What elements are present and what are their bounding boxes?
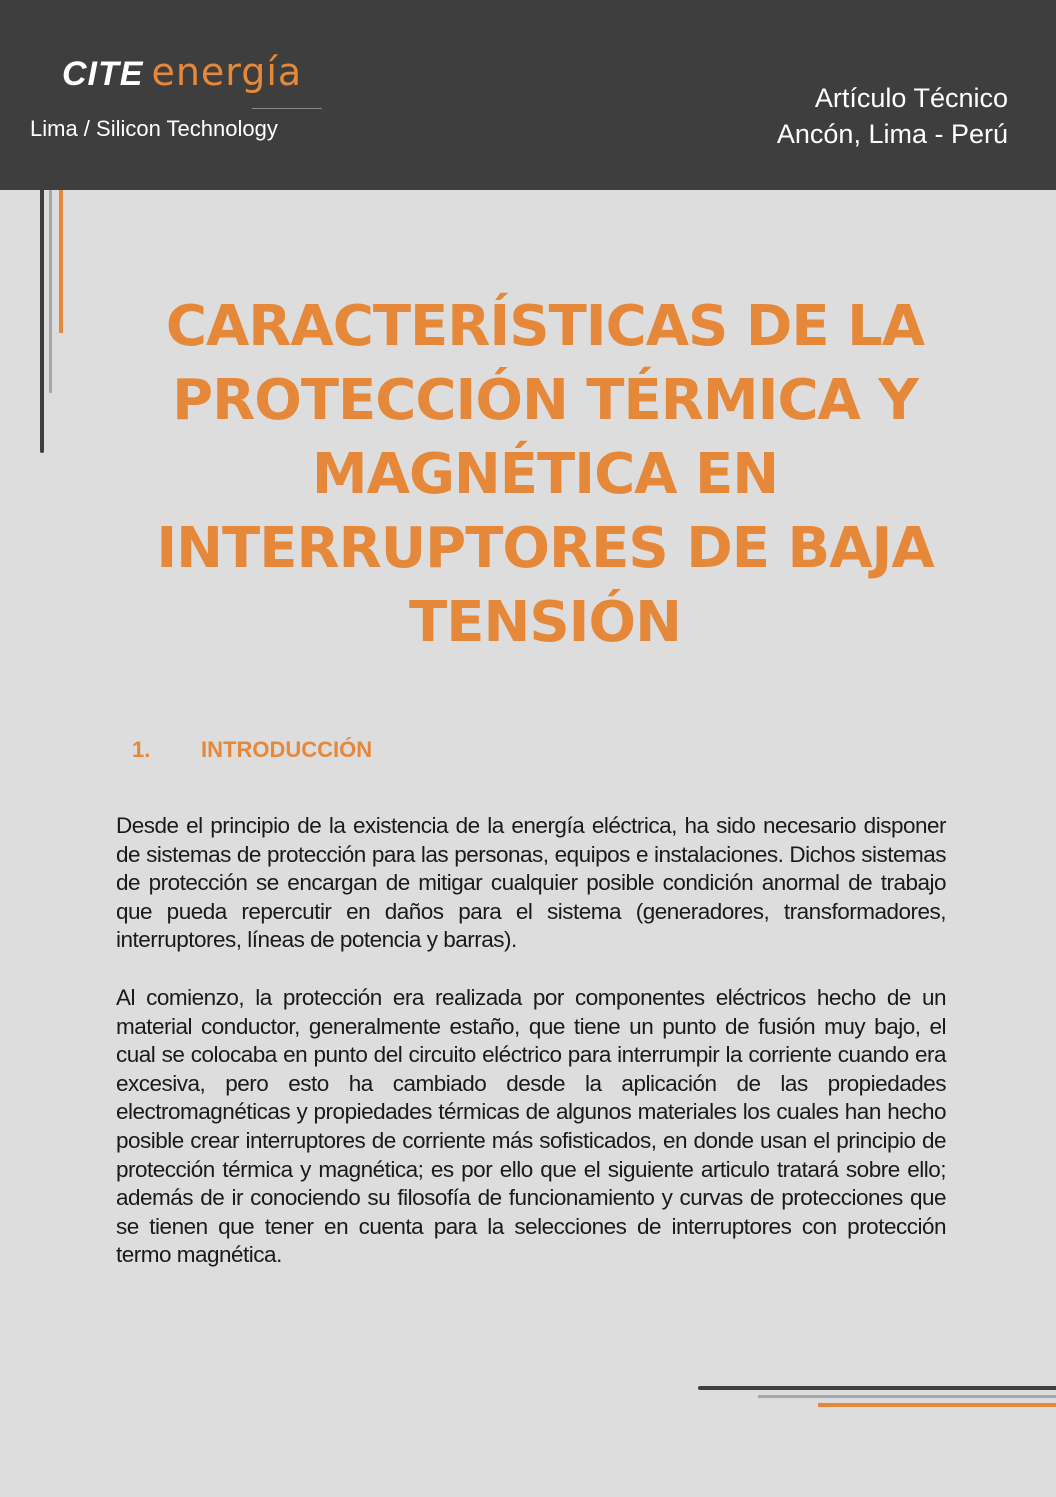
decorative-vertical-line-orange (59, 190, 63, 333)
header-bar (0, 0, 1056, 190)
decorative-horizontal-line-gray (758, 1395, 1056, 1398)
document-meta (777, 80, 1008, 152)
logo-wordmark (62, 50, 302, 94)
decorative-horizontal-line-orange (818, 1403, 1056, 1407)
decorative-vertical-line-dark (40, 190, 44, 453)
body-paragraph: Al comienzo, la protección era realizada por componentes eléctricos hecho de un material conductor, generalmente estaño, que tiene un punto de fusión muy bajo, el cual se colocaba en punto del circuito eléctrico para interrumpir la corriente cuando era excesiva, pero esto ha cambiado desde la aplicación de las propiedades electromagnéticas y propiedades térmicas de algunos materiales los cuales han hecho posible crear interruptores de corriente más sofisticados, en donde usan el principio de protección térmica y magnética; es por ello que el siguiente articulo tratará sobre ello; además de ir conociendo su filosofía de funcionamiento y curvas de protecciones que se tienen que tener en cuenta para la selecciones de interruptores con protección termo magnética. (116, 985, 946, 1268)
title-line: TENSIÓN (409, 590, 681, 655)
article-title (110, 290, 980, 660)
body-paragraph: Desde el principio de la existencia de la energía eléctrica, ha sido necesario disponer de sistemas de protección para las personas, equipos e instalaciones. Dichos sistemas de protección se encargan de mitigar cualquier posible condición anormal de trabajo que pueda repercutir en daños para el sistema (generadores, transformadores, interruptores, líneas de potencia y barras). (116, 813, 946, 953)
logo-cite-text: CITE (62, 55, 144, 93)
decorative-horizontal-line-dark (698, 1386, 1056, 1390)
document-location: Ancón, Lima - Perú (776, 119, 1008, 149)
logo-subtitle: Lima / Silicon Technology (30, 116, 278, 141)
section-number: 1. (132, 737, 151, 762)
section-title: INTRODUCCIÓN (201, 737, 373, 762)
decorative-vertical-line-gray (49, 190, 52, 393)
logo-divider (252, 108, 322, 109)
section-heading (132, 737, 372, 763)
cite-energia-logo (30, 50, 330, 160)
document-type: Artículo Técnico (814, 83, 1008, 113)
logo-energia-text: energía (151, 50, 303, 94)
title-line: INTERRUPTORES DE BAJA (156, 516, 934, 581)
title-line: CARACTERÍSTICAS DE LA (165, 294, 925, 359)
title-line: PROTECCIÓN TÉRMICA Y (172, 368, 918, 433)
title-line: MAGNÉTICA EN (311, 442, 779, 507)
